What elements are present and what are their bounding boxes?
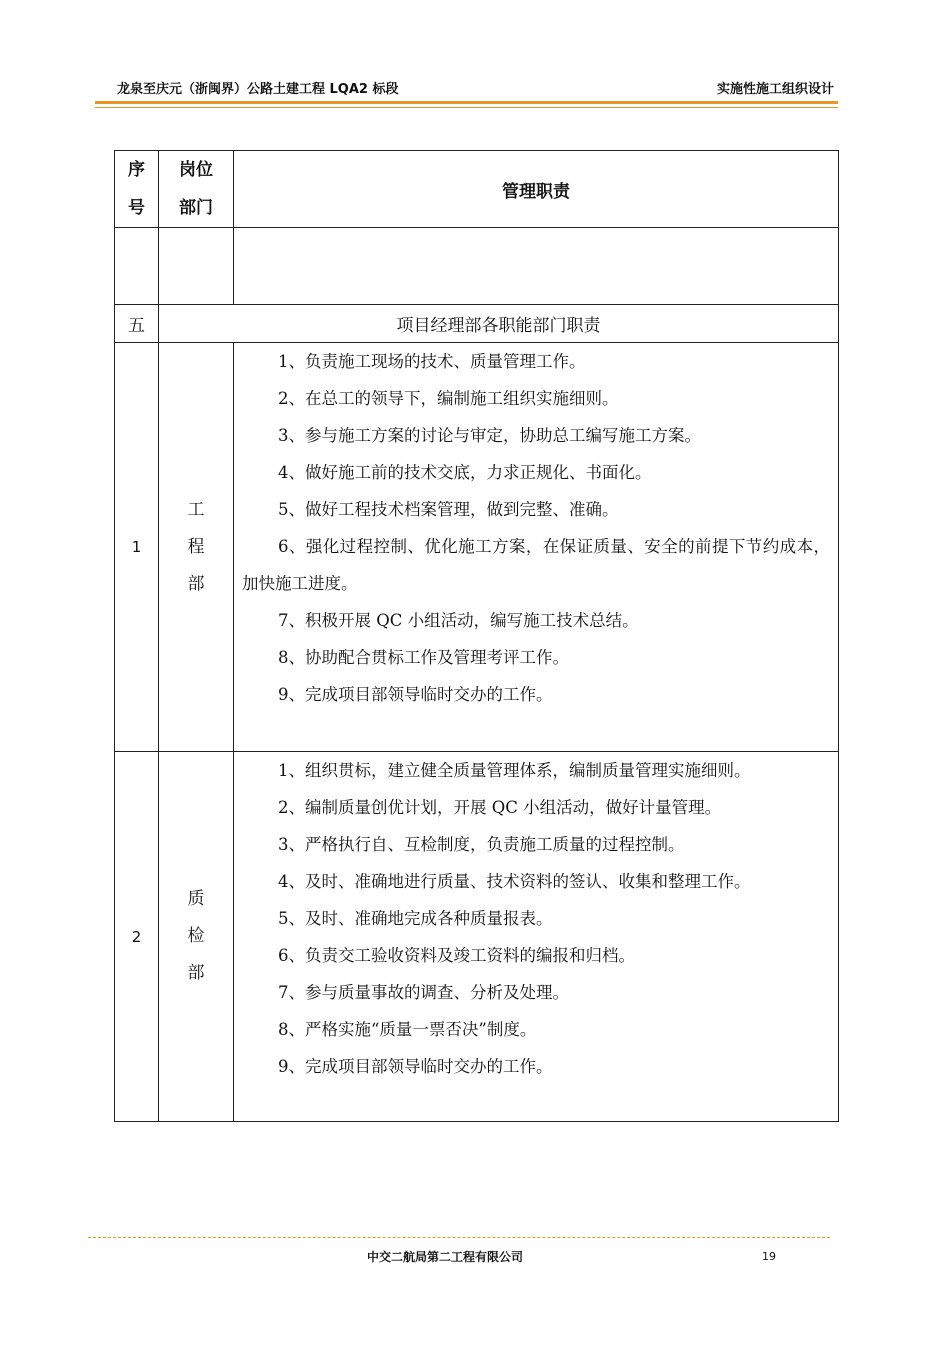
page-number: 19 <box>762 1250 776 1263</box>
duty-item: 9、完成项目部领导临时交办的工作。 <box>278 685 553 704</box>
duty-item: 5、做好工程技术档案管理，做到完整、准确。 <box>278 500 619 519</box>
duty-item: 8、严格实施“质量一票否决”制度。 <box>278 1020 537 1039</box>
blank-cell <box>234 228 839 305</box>
row-dept-char: 工 <box>187 499 205 520</box>
duty-item: 5、及时、准确地完成各种质量报表。 <box>278 909 553 928</box>
header-dept <box>159 151 234 228</box>
footer-company-name: 中交二航局第二工程有限公司 <box>366 1250 523 1264</box>
header-document-title: 实施性施工组织设计 <box>716 82 834 97</box>
row-dept <box>159 343 234 752</box>
row-duties <box>234 343 839 752</box>
row-dept-char: 检 <box>187 926 205 946</box>
table-header-row <box>115 151 839 228</box>
duty-item: 2、在总工的领导下，编制施工组织实施细则。 <box>278 389 619 408</box>
table-row <box>115 752 839 1122</box>
row-dept-char: 程 <box>187 536 205 557</box>
row-dept-char: 部 <box>187 573 205 594</box>
header-dept-line2: 部门 <box>179 198 213 218</box>
table-row <box>115 343 839 752</box>
duty-item: 7、参与质量事故的调查、分析及处理。 <box>278 983 569 1002</box>
header-duty: 管理职责 <box>234 151 839 228</box>
duty-item: 7、积极开展 QC 小组活动，编写施工技术总结。 <box>278 611 639 630</box>
section-row <box>115 305 839 343</box>
row-seq: 2 <box>115 752 159 1122</box>
row-dept-char: 部 <box>187 963 205 983</box>
header-dept-line1: 岗位 <box>179 160 213 180</box>
blank-cell <box>159 228 234 305</box>
duty-item: 4、及时、准确地进行质量、技术资料的签认、收集和整理工作。 <box>278 872 751 891</box>
duty-item: 4、做好施工前的技术交底，力求正规化、书面化。 <box>278 463 652 482</box>
header-seq-line1: 序 <box>128 160 145 180</box>
row-seq: 1 <box>115 343 159 752</box>
duty-item: 8、协助配合贯标工作及管理考评工作。 <box>278 648 569 667</box>
row-dept-char: 质 <box>187 889 205 909</box>
header-project-title: 龙泉至庆元（浙闽界）公路土建工程 LQA2 标段 <box>117 82 399 97</box>
duty-item: 6、强化过程控制、优化施工方案，在保证质量、安全的前提下节约成本，加快施工进度。 <box>242 537 830 593</box>
blank-row <box>115 228 839 305</box>
duty-item: 6、负责交工验收资料及竣工资料的编报和归档。 <box>278 946 635 965</box>
duty-item: 3、参与施工方案的讨论与审定，协助总工编写施工方案。 <box>278 426 701 445</box>
duty-item: 2、编制质量创优计划，开展 QC 小组活动，做好计量管理。 <box>278 798 722 817</box>
duty-table <box>114 150 839 1122</box>
blank-cell <box>115 228 159 305</box>
footer-dashed-rule <box>88 1237 830 1238</box>
header-rule-thick <box>95 101 838 104</box>
row-dept <box>159 752 234 1122</box>
duty-item: 1、组织贯标，建立健全质量管理体系，编制质量管理实施细则。 <box>278 761 751 780</box>
section-title: 项目经理部各职能部门职责 <box>159 305 839 343</box>
duty-item: 1、负责施工现场的技术、质量管理工作。 <box>278 352 586 371</box>
duty-item: 3、严格执行自、互检制度，负责施工质量的过程控制。 <box>278 835 685 854</box>
duty-item: 9、完成项目部领导临时交办的工作。 <box>278 1057 553 1076</box>
header-rule-thin <box>95 107 838 108</box>
row-duties <box>234 752 839 1122</box>
header-seq-line2: 号 <box>128 198 145 218</box>
section-number: 五 <box>115 305 159 343</box>
header-seq <box>115 151 159 228</box>
